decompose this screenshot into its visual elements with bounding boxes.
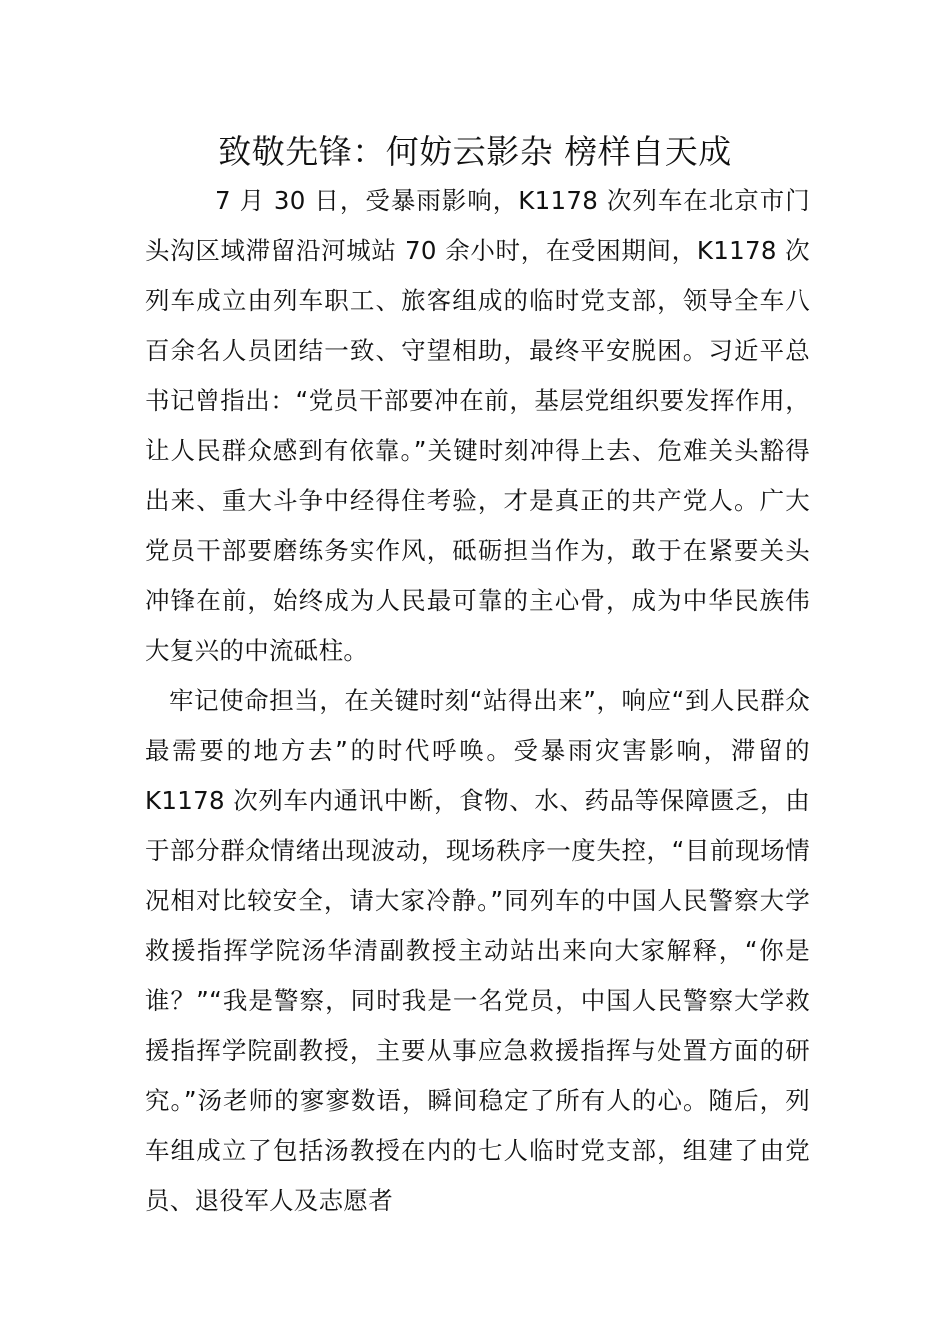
- paragraph-1: 7 月 30 日，受暴雨影响，K1178 次列车在北京市门头沟区域滞留沿河城站 70 余小时，在受困期间，K1178 次列车成立由列车职工、旅客组成的临时党支部，领导全车八百余名人员团结一致、守望相助，最终平安脱困。习近平总书记曾指出：“党员干部要冲在前，基层党组织要发挥作用，让人民群众感到有依靠。”关键时刻冲得上去、危难关头豁得出来、重大斗争中经得住考验，才是真正的共产党人。广大党员干部要磨练务实作风，砥砺担当作为，敢于在紧要关头冲锋在前，始终成为人民最可靠的主心骨，成为中华民族伟大复兴的中流砥柱。: [145, 186, 810, 665]
- document-title: 致敬先锋：何妨云影杂 榜样自天成: [218, 132, 732, 171]
- document-body: [145, 176, 810, 1226]
- paragraph-2: 牢记使命担当，在关键时刻“站得出来”，响应“到人民群众最需要的地方去”的时代呼唤。受暴雨灾害影响，滞留的 K1178 次列车内通讯中断，食物、水、药品等保障匮乏，由于部分群众情绪出现波动，现场秩序一度失控，“目前现场情况相对比较安全，请大家冷静。”同列车的中国人民警察大学救援指挥学院汤华清副教授主动站出来向大家解释，“你是谁？”“我是警察，同时我是一名党员，中国人民警察大学救援指挥学院副教授，主要从事应急救援指挥与处置方面的研究。”汤老师的寥寥数语，瞬间稳定了所有人的心。随后，列车组成立了包括汤教授在内的七人临时党支部，组建了由党员、退役军人及志愿者: [145, 686, 810, 1215]
